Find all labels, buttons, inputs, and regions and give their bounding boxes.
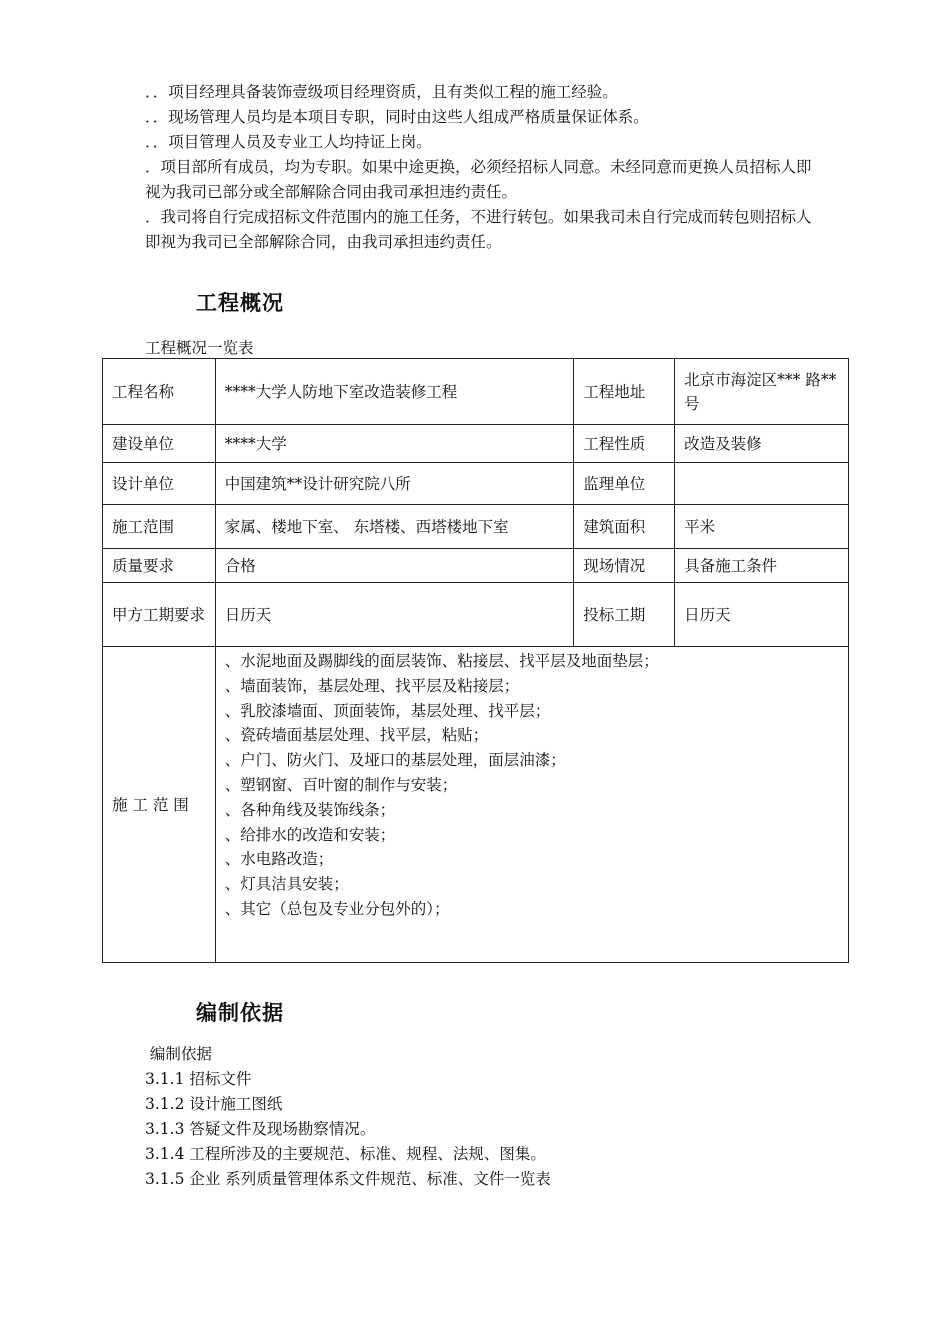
- list-item: 3.1.5 企业 系列质量管理体系文件规范、标准、文件一览表: [145, 1170, 551, 1188]
- scope-list: [225, 647, 839, 922]
- list-item: 、乳胶漆墙面、顶面装饰，基层处理、找平层；: [224, 701, 551, 720]
- cell-value: 家属、楼地下室、 东塔楼、西塔楼地下室: [215, 505, 574, 549]
- list-item: 、给排水的改造和安装；: [224, 825, 396, 844]
- table-row: [103, 505, 849, 549]
- cell-key: 工程名称: [103, 359, 216, 425]
- cell-value: 平米: [675, 505, 849, 549]
- cell-key: 施工范围: [103, 505, 216, 549]
- cell-value: ****大学人防地下室改造装修工程: [215, 359, 574, 425]
- cell-key: 工程性质: [574, 425, 675, 463]
- list-item: 、其它（总包及专业分包外的）；: [224, 899, 450, 918]
- list-item: 3.1.1 招标文件: [145, 1070, 252, 1088]
- overview-table: [102, 358, 849, 963]
- cell-key: 建设单位: [103, 425, 216, 463]
- cell-value: [675, 463, 849, 505]
- basis-list: [145, 1042, 551, 1192]
- list-item: 3.1.2 设计施工图纸: [145, 1095, 283, 1113]
- cell-value: ****大学: [215, 425, 574, 463]
- list-item: 、户门、防火门、及垭口的基层处理，面层油漆；: [224, 751, 566, 770]
- intro-paragraphs: [145, 80, 825, 255]
- list-item: 3.1.4 工程所涉及的主要规范、标准、规程、法规、图集。: [145, 1145, 546, 1163]
- cell-value: 改造及装修: [675, 425, 849, 463]
- cell-key: 投标工期: [574, 583, 675, 647]
- cell-value: 北京市海淀区*** 路**号: [675, 359, 849, 425]
- cell-value: 中国建筑**设计研究院八所: [215, 463, 574, 505]
- intro-line: ．我司将自行完成招标文件范围内的施工任务，不进行转包。如果我司未自行完成而转包则招标人即视为我司已全部解除合同，由我司承担违约责任。: [145, 208, 812, 251]
- cell-value: 日历天: [675, 583, 849, 647]
- intro-line: ．项目部所有成员，均为专职。如果中途更换，必须经招标人同意。未经同意而更换人员招标人即视为我司已部分或全部解除合同由我司承担违约责任。: [145, 158, 812, 201]
- list-item: 、各种角线及装饰线条；: [224, 800, 396, 819]
- table-row-scope: [103, 647, 849, 963]
- scope-list-cell: [215, 647, 848, 963]
- cell-key: 设计单位: [103, 463, 216, 505]
- table-row: [103, 583, 849, 647]
- cell-value: 合格: [215, 549, 574, 583]
- cell-value: 具备施工条件: [675, 549, 849, 583]
- section-title-basis: 编制依据: [196, 1001, 284, 1025]
- cell-value: 日历天: [215, 583, 574, 647]
- table-caption: 工程概况一览表: [145, 339, 254, 357]
- cell-key: 现场情况: [574, 549, 675, 583]
- list-item: 编制依据: [145, 1045, 212, 1063]
- table-row: [103, 425, 849, 463]
- list-item: 、墙面装饰，基层处理、找平层及粘接层；: [224, 676, 520, 695]
- list-item: 、塑钢窗、百叶窗的制作与安装；: [224, 775, 458, 794]
- table-row: [103, 463, 849, 505]
- intro-line: ．．项目经理具备装饰壹级项目经理资质，且有类似工程的施工经验。: [145, 83, 618, 101]
- intro-line: ．．现场管理人员均是本项目专职，同时由这些人组成严格质量保证体系。: [145, 108, 649, 126]
- cell-key: 工程地址: [574, 359, 675, 425]
- list-item: 、灯具洁具安装；: [224, 875, 349, 894]
- table-row: [103, 549, 849, 583]
- list-item: 、水泥地面及踢脚线的面层装饰、粘接层、找平层及地面垫层；: [224, 652, 659, 670]
- table-row: [103, 359, 849, 425]
- cell-key: 监理单位: [574, 463, 675, 505]
- list-item: 、瓷砖墙面基层处理、找平层，粘贴；: [224, 726, 489, 745]
- list-item: 3.1.3 答疑文件及现场勘察情况。: [145, 1120, 376, 1138]
- cell-key: 建筑面积: [574, 505, 675, 549]
- scope-label: 施 工 范 围: [103, 647, 216, 963]
- cell-key: 甲方工期要求: [103, 583, 216, 647]
- list-item: 、水电路改造；: [224, 850, 334, 869]
- section-title-overview: 工程概况: [196, 291, 284, 315]
- cell-key: 质量要求: [103, 549, 216, 583]
- intro-line: ．．项目管理人员及专业工人均持证上岗。: [145, 133, 432, 151]
